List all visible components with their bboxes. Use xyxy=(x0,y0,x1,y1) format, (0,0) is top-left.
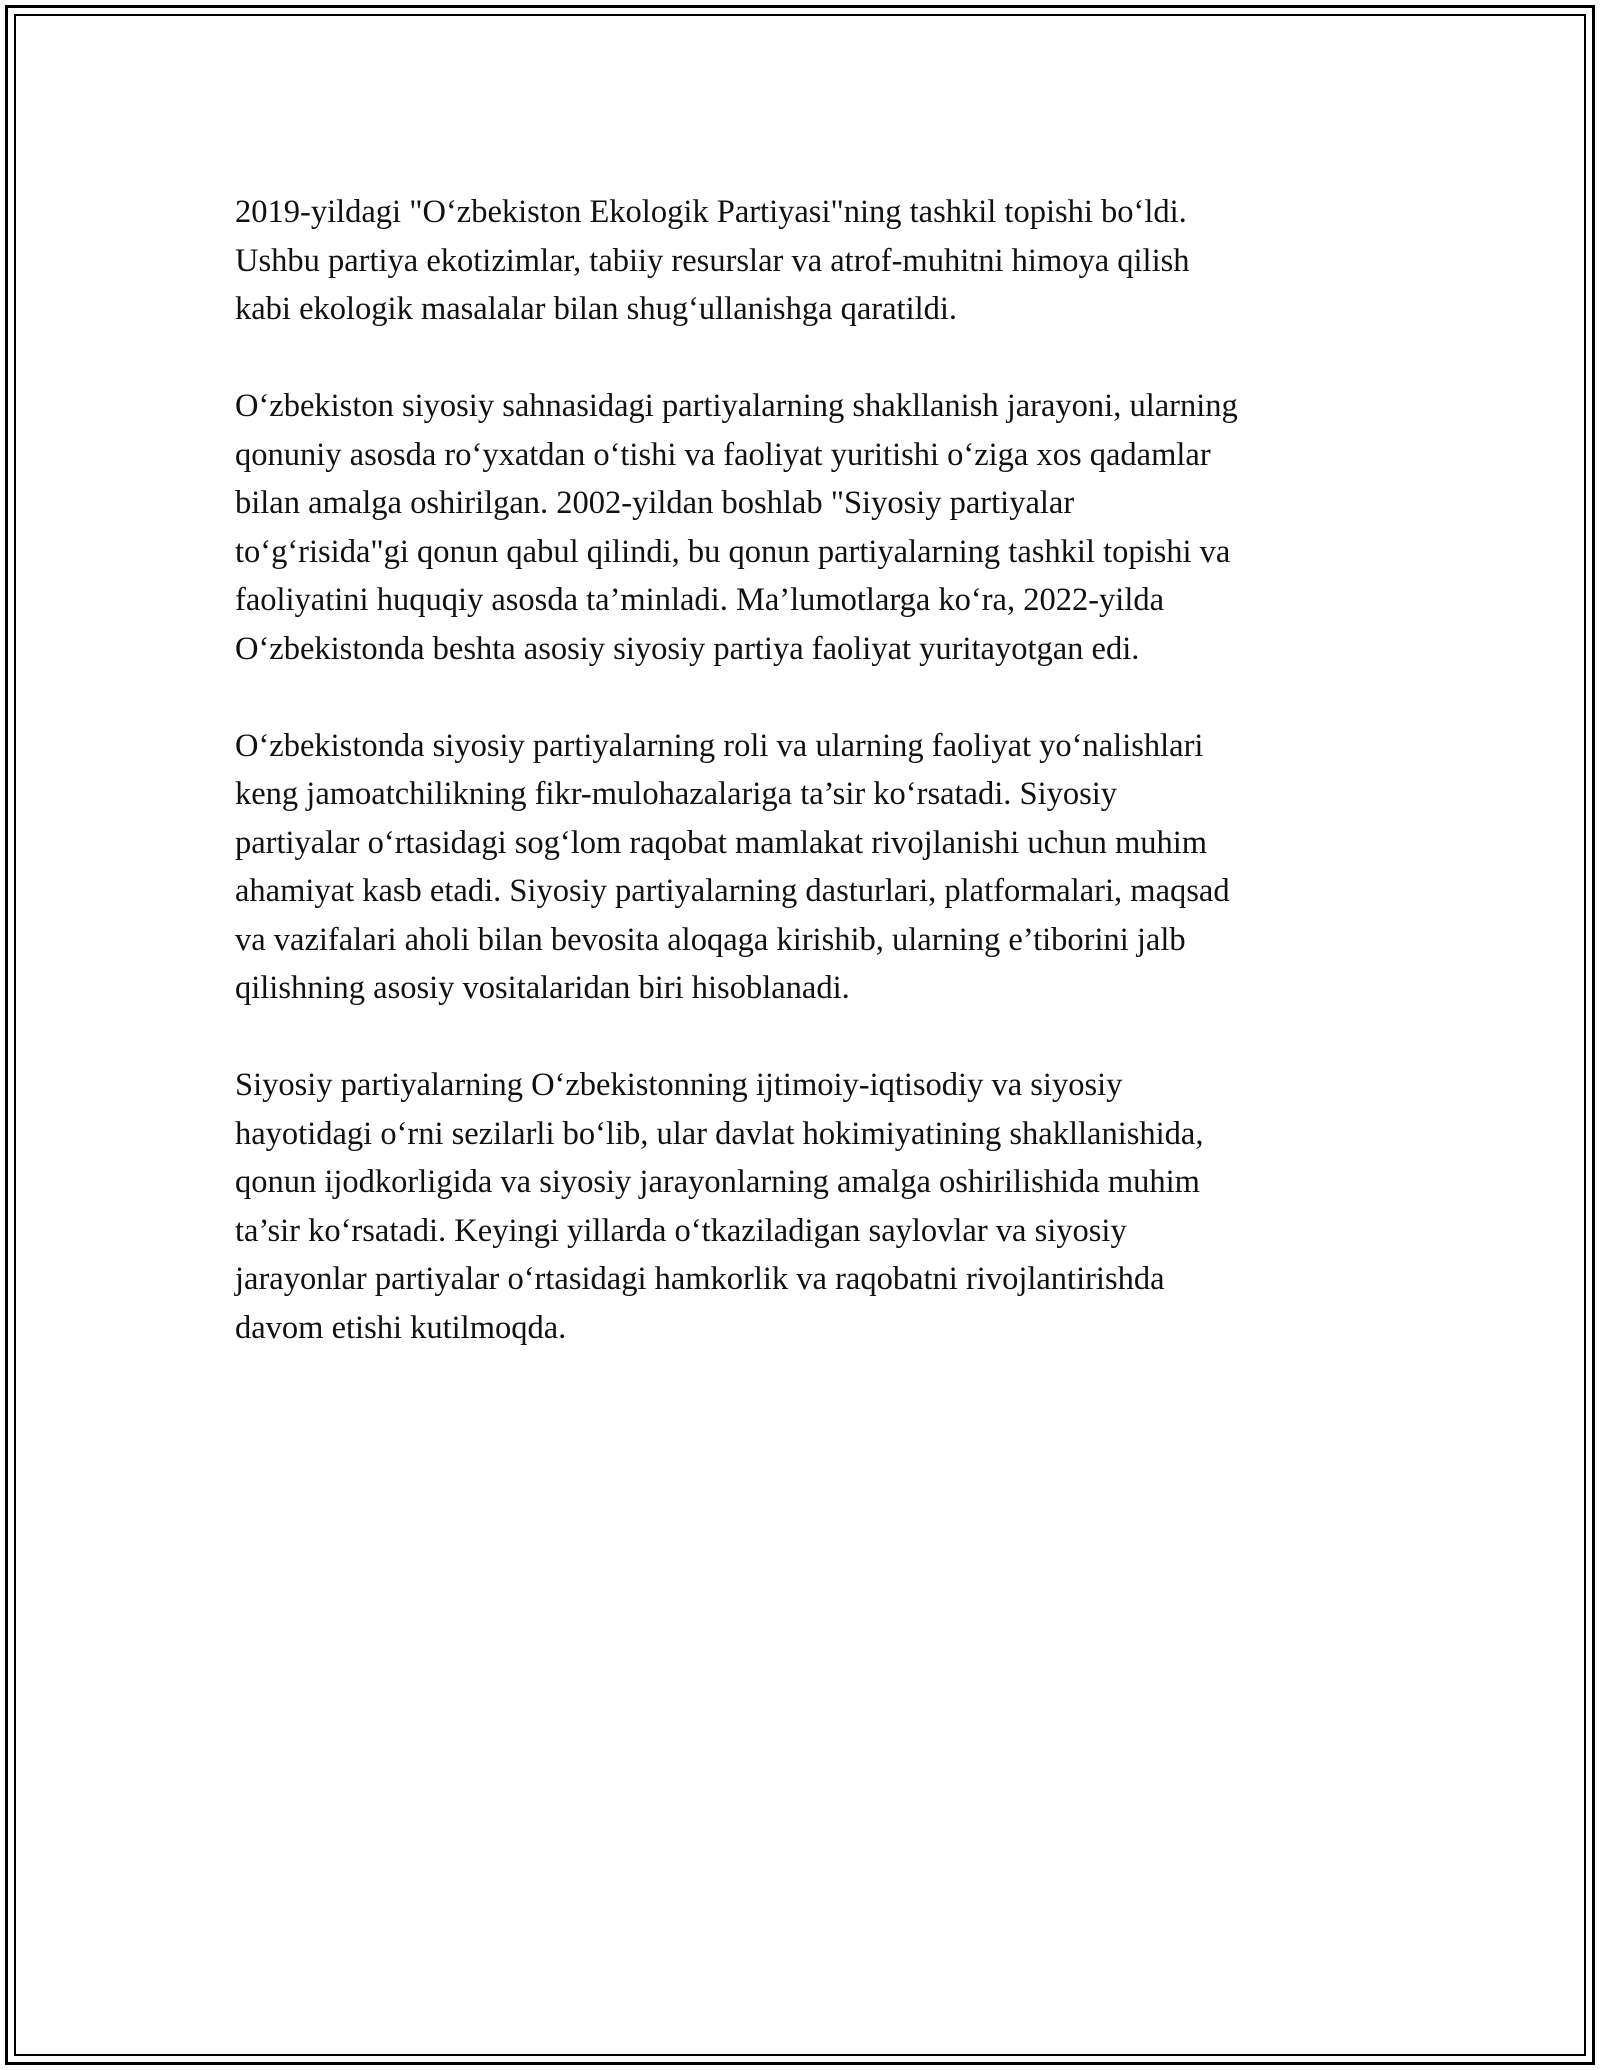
paragraph-party-formation: O‘zbekiston siyosiy sahnasidagi partiyalarning shakllanish jarayoni, ularning qonuniy asosda ro‘yxatdan o‘tishi va faoliyat yuritishi o‘ziga xos qadamlar bilan amalga oshirilgan. 2002-yildan boshlab "Siyosiy partiyalar to‘g‘risida"gi qonun qabul qilindi, bu qonun partiyalarning tashkil topishi va faoliyatini huquqiy asosda ta’minladi. Ma’lumotlarga ko‘ra, 2022-yilda O‘zbekistonda beshta asosiy siyosiy partiya faoliyat yuritayotgan edi. xyxy=(235,388,1238,667)
paragraph-ecological-party: 2019-yildagi "O‘zbekiston Ekologik Partiyasi"ning tashkil topishi bo‘ldi. Ushbu partiya ekotizimlar, tabiiy resurslar va atrof-muhitni himoya qilish kabi ekologik masalalar bilan shug‘ullanishga qaratildi. xyxy=(235,194,1190,327)
paragraph-party-significance: Siyosiy partiyalarning O‘zbekistonning ijtimoiy-iqtisodiy va siyosiy hayotidagi o‘rni sezilarli bo‘lib, ular davlat hokimiyatining shakllanishida, qonun ijodkorligida va siyosiy jarayonlarning amalga oshirilishida muhim ta’sir ko‘rsatadi. Keyingi yillarda o‘tkaziladigan saylovlar va siyosiy jarayonlar partiyalar o‘rtasidagi hamkorlik va raqobatni rivojlantirishda davom etishi kutilmoqda. xyxy=(235,1067,1204,1346)
paragraph-party-role: O‘zbekistonda siyosiy partiyalarning roli va ularning faoliyat yo‘nalishlari keng jamoatchilikning fikr-mulohazalariga ta’sir ko‘rsatadi. Siyosiy partiyalar o‘rtasidagi sog‘lom raqobat mamlakat rivojlanishi uchun muhim ahamiyat kasb etadi. Siyosiy partiyalarning dasturlari, platformalari, maqsad va vazifalari aholi bilan bevosita aloqaga kirishib, ularning e’tiborini jalb qilishning asosiy vositalaridan biri hisoblanadi. xyxy=(235,727,1230,1006)
document-body xyxy=(235,188,1370,1401)
